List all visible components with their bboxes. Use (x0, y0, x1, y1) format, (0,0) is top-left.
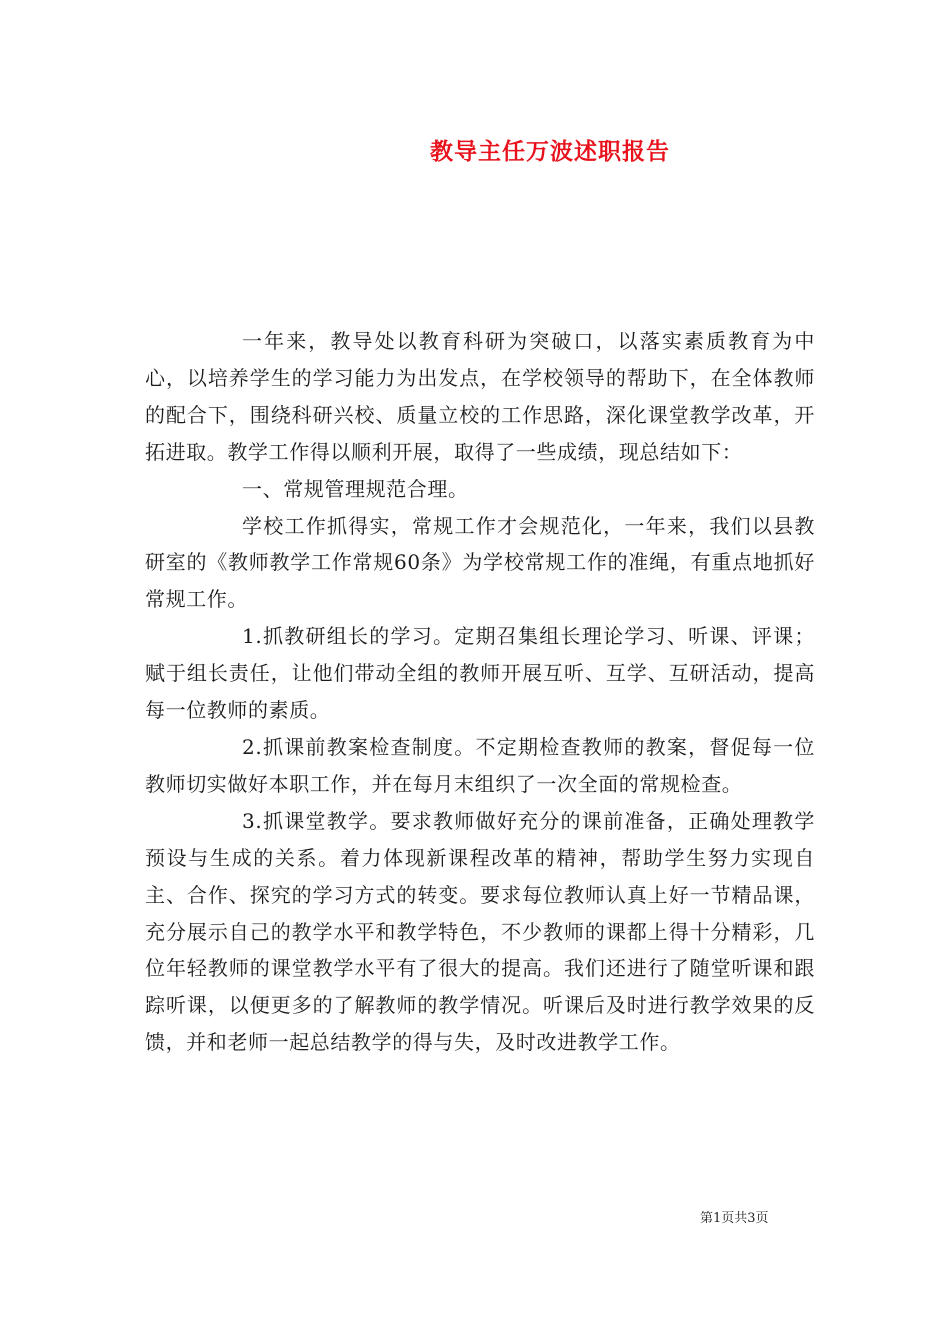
paragraph-item-3: 3.抓课堂教学。要求教师做好充分的课前准备，正确处理教学预设与生成的关系。着力体现新课程改革的精神，帮助学生努力实现自主、合作、探究的学习方式的转变。要求每位教师认真上好一节精品课，充分展示自己的教学水平和教学特色，不少教师的课都上得十分精彩，几位年轻教师的课堂教学水平有了很大的提高。我们还进行了随堂听课和跟踪听课，以便更多的了解教师的教学情况。听课后及时进行教学效果的反馈，并和老师一起总结教学的得与失，及时改进教学工作。 (145, 808, 815, 1055)
page-number-footer: 第1页共3页 (700, 1211, 769, 1226)
section-heading-1: 一、常规管理规范合理。 (242, 476, 469, 501)
paragraph-intro: 一年来，教导处以教育科研为突破口，以落实素质教育为中心，以培养学生的学习能力为出发点，在学校领导的帮助下，在全体教师的配合下，围绕科研兴校、质量立校的工作思路，深化课堂教学改革，开拓进取。教学工作得以顺利开展，取得了一些成绩，现总结如下： (145, 329, 815, 464)
paragraph-item-2: 2.抓课前教案检查制度。不定期检查教师的教案，督促每一位教师切实做好本职工作，并在每月末组织了一次全面的常规检查。 (145, 734, 815, 796)
paragraph-routine: 学校工作抓得实，常规工作才会规范化，一年来，我们以县教研室的《教师教学工作常规60条》为学校常规工作的准绳，有重点地抓好常规工作。 (145, 513, 815, 612)
document-body (145, 323, 815, 1061)
paragraph-item-1: 1.抓教研组长的学习。定期召集组长理论学习、听课、评课；赋于组长责任，让他们带动全组的教师开展互听、互学、互研活动，提高每一位教师的素质。 (145, 624, 815, 723)
document-title: 教导主任万波述职报告 (430, 138, 670, 165)
